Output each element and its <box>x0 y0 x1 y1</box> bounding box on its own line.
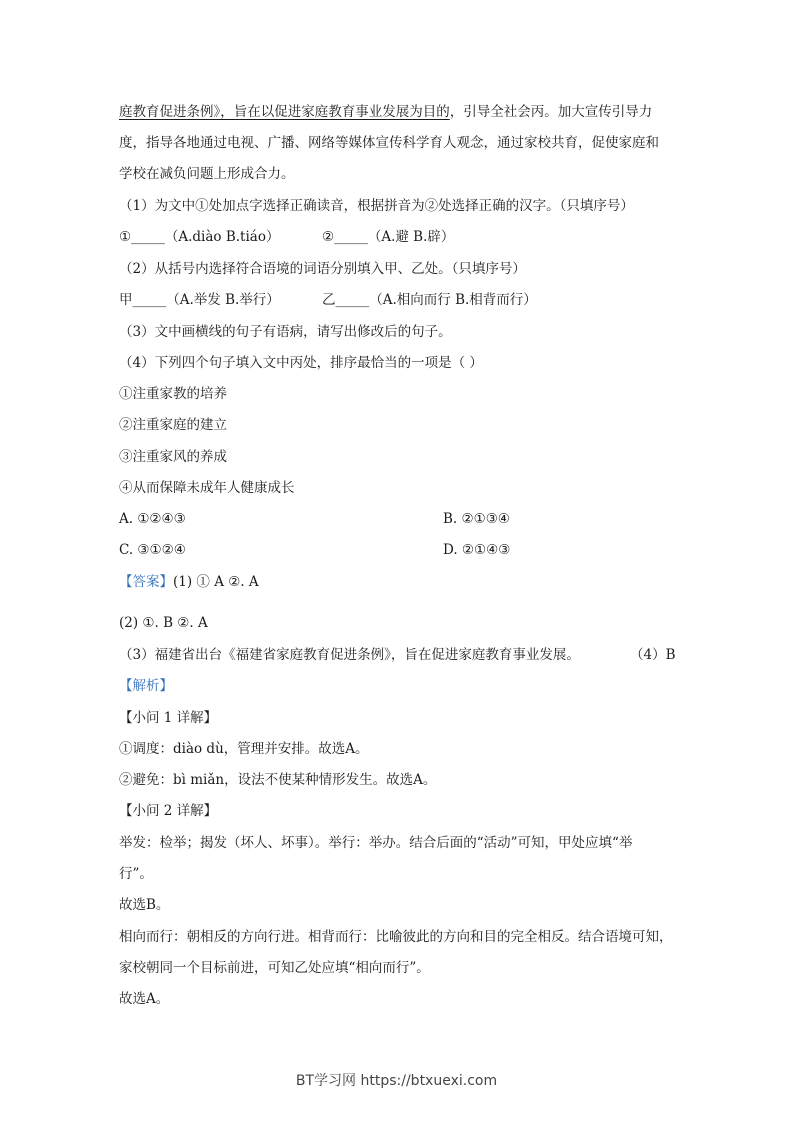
sentence-3: ③注重家风的养成 <box>119 449 227 465</box>
option-b: B. ②①③④ <box>443 511 510 527</box>
explanation-line-4: 行”。 <box>119 866 153 882</box>
question-1: （1）为文中①处加点字选择正确读音，根据拼音为②处选择正确的汉字。（只填序号） <box>119 198 634 214</box>
sentence-1: ①注重家教的培养 <box>119 386 227 402</box>
explanation-line-5: 故选B。 <box>119 897 170 913</box>
sentence-2: ②注重家庭的建立 <box>119 417 227 433</box>
footer-watermark: BT学习网 https://btxuexi.com <box>295 1073 498 1089</box>
sub-question-2-header: 【小问 2 详解】 <box>119 803 218 819</box>
question-4: （4）下列四个句子填入文中丙处，排序最恰当的一项是（ ） <box>119 355 483 371</box>
question-1-blank-a: ①_____（A.diào B.tiáo） <box>119 229 280 245</box>
sub-question-1-header: 【小问 1 详解】 <box>119 710 218 726</box>
answer-line-2: (2) ①. B ②. A <box>119 615 208 631</box>
explanation-line-2: ②避免：bì miǎn，设法不使某种情形发生。故选A。 <box>119 772 437 788</box>
explanation-line-6: 相向而行：朝相反的方向行进。相背而行：比喻彼此的方向和目的完全相反。结合语境可知， <box>119 929 673 945</box>
question-3: （3）文中画横线的句子有语病，请写出修改后的句子。 <box>119 324 452 340</box>
text-line-2: 度，指导各地通过电视、广播、网络等媒体宣传科学育人观念，通过家校共育，促使家庭和 <box>119 135 659 151</box>
question-1-blank-b: ②_____（A.避 B.辟） <box>322 229 455 245</box>
answer-line-3: （3）福建省出台《福建省家庭教育促进条例》，旨在促进家庭教育事业发展。 <box>119 647 580 663</box>
option-d: D. ②①④③ <box>443 542 511 558</box>
answer-line-1: 【答案】(1) ① A ②. A <box>119 574 259 590</box>
question-2: （2）从括号内选择符合语境的词语分别填入甲、乙处。（只填序号） <box>119 261 526 277</box>
question-2-blank-b: 乙_____（A.相向而行 B.相背而行） <box>322 292 537 308</box>
answer-tag: 【答案】 <box>119 574 173 590</box>
underlined-sentence: 庭教育促进条例》，旨在以促进家庭教育事业发展为目的 <box>119 104 450 120</box>
explanation-line-1: ①调度：diào dù，管理并安排。故选A。 <box>119 741 369 757</box>
question-2-blank-a: 甲_____（A.举发 B.举行） <box>119 292 280 308</box>
text-line-1: 庭教育促进条例》，旨在以促进家庭教育事业发展为目的，引导全社会丙。加大宣传引导力 <box>119 104 653 120</box>
option-c: C. ③①②④ <box>119 542 186 558</box>
analysis-tag: 【解析】 <box>119 678 173 694</box>
explanation-line-3: 举发：检举；揭发（坏人、坏事）。举行：举办。结合后面的“活动”可知，甲处应填“举 <box>119 835 633 851</box>
answer-line-4: （4）B <box>630 647 676 663</box>
sentence-4: ④从而保障未成年人健康成长 <box>119 480 295 496</box>
option-a: A. ①②④③ <box>119 511 186 527</box>
explanation-line-7: 家校朝同一个目标前进，可知乙处应填“相向而行”。 <box>119 960 430 976</box>
text-line-3: 学校在减负问题上形成合力。 <box>119 166 295 182</box>
explanation-line-8: 故选A。 <box>119 991 170 1007</box>
